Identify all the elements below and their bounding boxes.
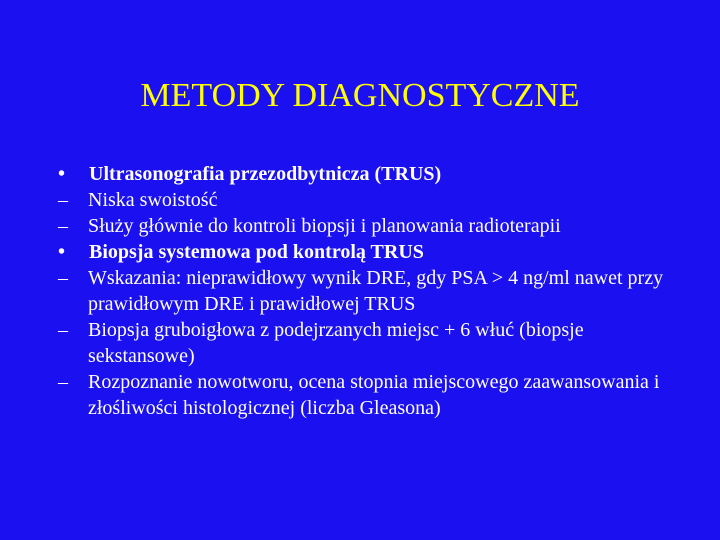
subitem-text: Służy głównie do kontroli biopsji i planowania radioterapii [88, 215, 561, 237]
subitem-core-biopsy [58, 317, 678, 369]
dash-icon: – [58, 215, 68, 237]
subitem-text: Rozpoznanie nowotworu, ocena stopnia miejscowego zaawansowania i złośliwości histologicznej (liczba Gleasona) [88, 371, 660, 419]
bullet-icon: • [58, 163, 66, 185]
bullet-item-systematic-biopsy [58, 239, 678, 265]
dash-icon: – [58, 267, 68, 289]
subitem-text: Niska swoistość [88, 189, 218, 211]
subitem-indications [58, 265, 678, 317]
dash-icon: – [58, 189, 68, 211]
bullet-text: Biopsja systemowa pod kontrolą TRUS [89, 241, 424, 263]
slide-body [58, 161, 678, 421]
bullet-icon: • [58, 241, 66, 263]
bullet-item-trus [58, 161, 678, 187]
subitem-text: Biopsja gruboigłowa z podejrzanych miejsc + 6 włuć (biopsje sekstansowe) [88, 319, 584, 367]
subitem-low-specificity [58, 187, 678, 213]
bullet-text: Ultrasonografia przezodbytnicza (TRUS) [89, 163, 442, 185]
slide-title: METODY DIAGNOSTYCZNE [140, 77, 580, 114]
subitem-text: Wskazania: nieprawidłowy wynik DRE, gdy PSA > 4 ng/ml nawet przy prawidłowym DRE i prawidłowej TRUS [88, 267, 664, 315]
dash-icon: – [58, 319, 68, 341]
subitem-diagnosis [58, 369, 678, 421]
subitem-biopsy-control [58, 213, 678, 239]
dash-icon: – [58, 371, 68, 393]
